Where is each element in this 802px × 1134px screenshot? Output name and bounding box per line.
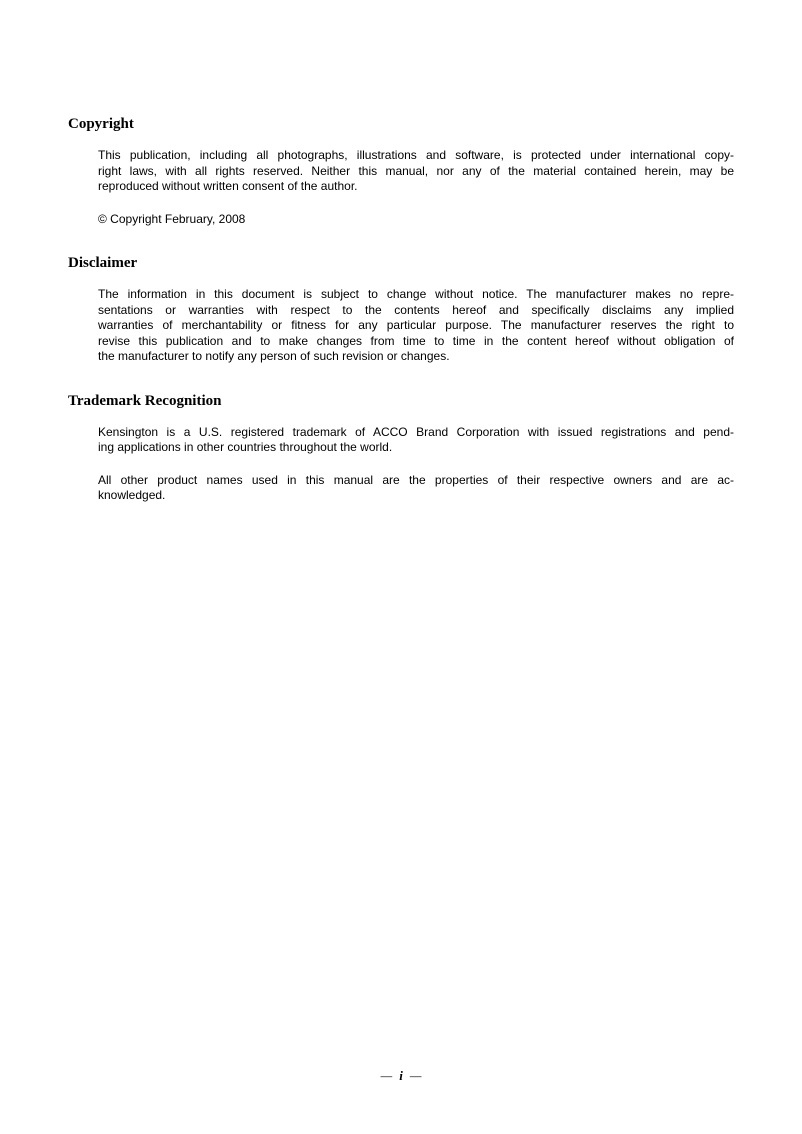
paragraph xyxy=(98,212,734,228)
text-line: Kensington is a U.S. registered trademark of ACCO Brand Corporation with issued registrations and pend- xyxy=(98,424,734,439)
paragraph xyxy=(98,425,734,456)
page-number: i xyxy=(399,1068,403,1083)
text-line: the manufacturer to notify any person of such revision or changes. xyxy=(98,349,450,363)
text-line: All other product names used in this manual are the properties of their respective owners and are ac- xyxy=(98,472,734,487)
text-line: This publication, including all photographs, illustrations and software, is protected under international copy- xyxy=(98,148,734,162)
text-line: reproduced without written consent of the author. xyxy=(98,179,358,193)
text-line: warranties of merchantability or fitness for any particular purpose. The manufacturer reserves the right to xyxy=(98,318,734,332)
page-footer xyxy=(0,1068,802,1084)
section-heading: Copyright xyxy=(68,116,134,132)
section-trademark-recognition xyxy=(68,392,734,504)
text-line: © Copyright February, 2008 xyxy=(98,211,246,226)
document-content xyxy=(68,0,734,521)
paragraph xyxy=(98,287,734,365)
text-line: knowledged. xyxy=(98,488,166,502)
text-line: sentations or warranties with respect to the contents hereof and specifically disclaims any implied xyxy=(98,302,734,317)
paragraph xyxy=(98,473,734,504)
section-disclaimer xyxy=(68,254,734,365)
footer-dash-left: — xyxy=(380,1068,393,1083)
section-copyright xyxy=(68,115,734,227)
text-line: The information in this document is subject to change without notice. The manufacturer makes no repre- xyxy=(98,287,734,301)
section-heading: Disclaimer xyxy=(68,255,138,271)
footer-dash-right: — xyxy=(409,1068,422,1083)
text-line: right laws, with all rights reserved. Neither this manual, nor any of the material contained herein, may be xyxy=(98,163,734,178)
paragraph xyxy=(98,148,734,195)
text-line: ing applications in other countries throughout the world. xyxy=(98,440,393,454)
section-heading: Trademark Recognition xyxy=(68,392,222,409)
text-line: revise this publication and to make changes from time to time in the content hereof without obligation of xyxy=(98,333,734,348)
